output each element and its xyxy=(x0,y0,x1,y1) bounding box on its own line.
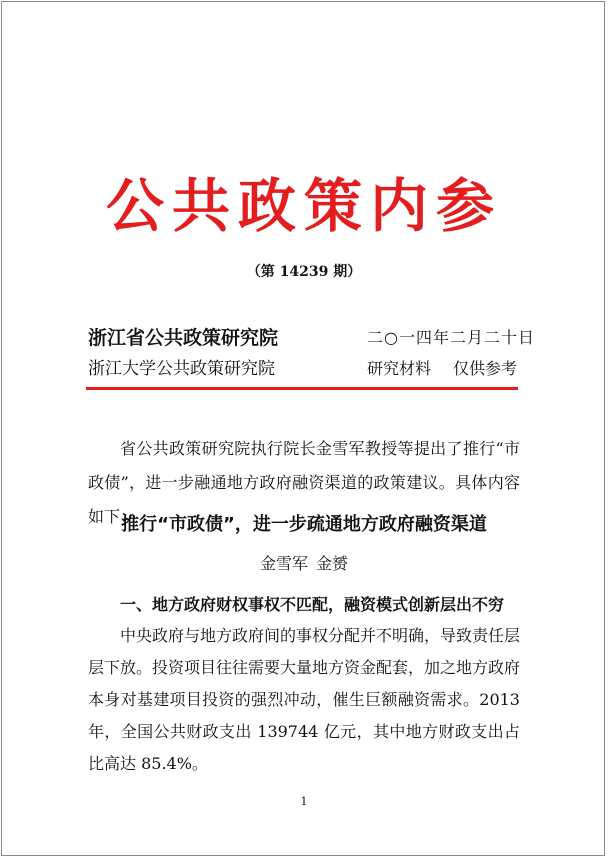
note-for-reference: 仅供参考 xyxy=(453,359,518,378)
header-divider xyxy=(86,387,518,390)
author-name: 金赟 xyxy=(316,554,349,573)
issue-number: （第 14239 期） xyxy=(246,264,362,280)
article-authors xyxy=(0,553,608,575)
institute-name-secondary: 浙江大学公共政策研究院 xyxy=(88,359,275,379)
distribution-note xyxy=(367,359,517,379)
page-number: 1 xyxy=(300,795,308,808)
author-name: 金雪军 xyxy=(259,554,308,573)
masthead-title: 公共政策内参 xyxy=(105,172,502,240)
issue-date: 二○一四年二月二十日 xyxy=(367,328,535,347)
intro-paragraph: 省公共政策研究院执行院长金雪军教授等提出了推行“市政债”，进一步融通地方政府融资渠道的政策建议。具体内容如下： xyxy=(88,439,520,526)
article-title: 推行“市政债”，进一步疏通地方政府融资渠道 xyxy=(121,514,487,535)
institute-name-primary: 浙江省公共政策研究院 xyxy=(88,327,279,349)
section-body-paragraph: 中央政府与地方政府间的事权分配并不明确，导致责任层层下放。投资项目往往需要大量地方资金配套，加之地方政府本身对基建项目投资的强烈冲动，催生巨额融资需求。2013 年，全国公共财政支出 139744 亿元，其中地方财政支出占比高达 85.4%。 xyxy=(88,626,521,773)
note-research-material: 研究材料 xyxy=(367,359,432,378)
section-heading: 一、地方政府财权事权不匹配，融资模式创新层出不穷 xyxy=(120,595,505,614)
